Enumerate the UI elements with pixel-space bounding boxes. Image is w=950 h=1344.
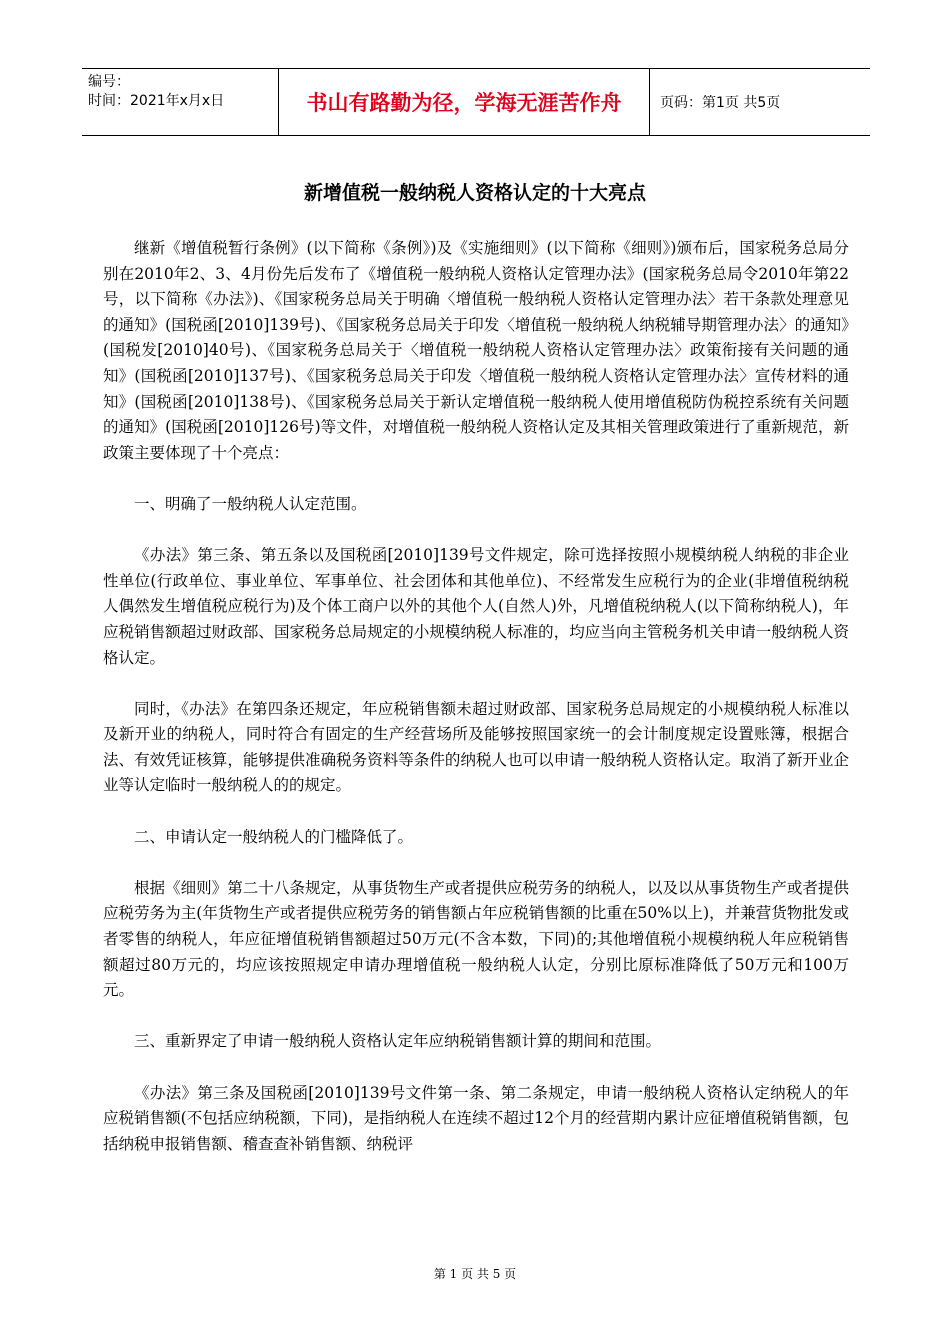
header-meta bbox=[82, 69, 278, 135]
time-label: 时间：2021年x月x日 bbox=[88, 93, 225, 109]
section-heading: 一、明确了一般纳税人认定范围。 bbox=[134, 494, 367, 513]
number-label: 编号： bbox=[88, 74, 130, 90]
paragraph: 《办法》第三条、第五条以及国税函[2010]139号文件规定，除可选择按照小规模纳税人纳税的非企业性单位(行政单位、事业单位、军事单位、社会团体和其他单位)、不经常发生应税行为的企业(非增值税纳税人偶然发生增值税应税行为)及个体工商户以外的其他个人(自然人)外，凡增值税纳税人(以下简称纳税人)，年应税销售额超过财政部、国家税务总局规定的小规模纳税人标准的，均应当向主管税务机关申请一般纳税人资格认定。 bbox=[103, 546, 849, 667]
section-heading: 二、申请认定一般纳税人的门槛降低了。 bbox=[134, 827, 414, 846]
header-page-info: 页码：第1页 共5页 bbox=[660, 95, 781, 111]
page-footer: 第 1 页 共 5 页 bbox=[433, 1267, 517, 1281]
paragraph: 同时，《办法》在第四条还规定，年应税销售额未超过财政部、国家税务总局规定的小规模纳税人标准以及新开业的纳税人，同时符合有固定的生产经营场所及能够按照国家统一的会计制度规定设置账簿，根据合法、有效凭证核算，能够提供准确税务资料等条件的纳税人也可以申请一般纳税人资格认定。取消了新开业企业等认定临时一般纳税人的的规定。 bbox=[103, 699, 849, 795]
paragraph: 继新《增值税暂行条例》(以下简称《条例》)及《实施细则》(以下简称《细则》)颁布后，国家税务总局分别在2010年2、3、4月份先后发布了《增值税一般纳税人资格认定管理办法》(国家税务总局令2010年第22号，以下简称《办法》)、《国家税务总局关于明确〈增值税一般纳税人资格认定管理办法〉若干条款处理意见的通知》(国税函[2010]139号)、《国家税务总局关于印发〈增值税一般纳税人纳税辅导期管理办法〉的通知》(国税发[2010]40号)、《国家税务总局关于〈增值税一般纳税人资格认定管理办法〉政策衔接有关问题的通知》(国税函[2010]137号)、《国家税务总局关于印发〈增值税一般纳税人资格认定管理办法〉宣传材料的通知》(国税函[2010]138号)、《国家税务总局关于新认定增值税一般纳税人使用增值税防伪税控系统有关问题的通知》(国税函[2010]126号)等文件，对增值税一般纳税人资格认定及其相关管理政策进行了重新规范，新政策主要体现了十个亮点： bbox=[103, 239, 849, 462]
paragraph: 根据《细则》第二十八条规定，从事货物生产或者提供应税劳务的纳税人，以及以从事货物生产或者提供应税劳务为主(年货物生产或者提供应税劳务的销售额占年应税销售额的比重在50%以上)，并兼营货物批发或者零售的纳税人，年应征增值税销售额超过50万元(不含本数，下同)的;其他增值税小规模纳税人年应税销售额超过80万元的，均应该按照规定申请办理增值税一般纳税人认定，分别比原标准降低了50万元和100万元。 bbox=[103, 878, 849, 1000]
paragraph: 《办法》第三条及国税函[2010]139号文件第一条、第二条规定，申请一般纳税人资格认定纳税人的年应税销售额(不包括应纳税额，下同)，是指纳税人在连续不超过12个月的经营期内累计应征增值税销售额，包括纳税申报销售额、稽查查补销售额、纳税评 bbox=[103, 1083, 849, 1153]
page-header bbox=[82, 68, 870, 136]
document-title: 新增值税一般纳税人资格认定的十大亮点 bbox=[303, 182, 646, 204]
header-motto: 书山有路勤为径，学海无涯苦作舟 bbox=[278, 69, 650, 135]
section-heading: 三、重新界定了申请一般纳税人资格认定年应纳税销售额计算的期间和范围。 bbox=[134, 1032, 662, 1051]
document-body bbox=[103, 236, 849, 1183]
